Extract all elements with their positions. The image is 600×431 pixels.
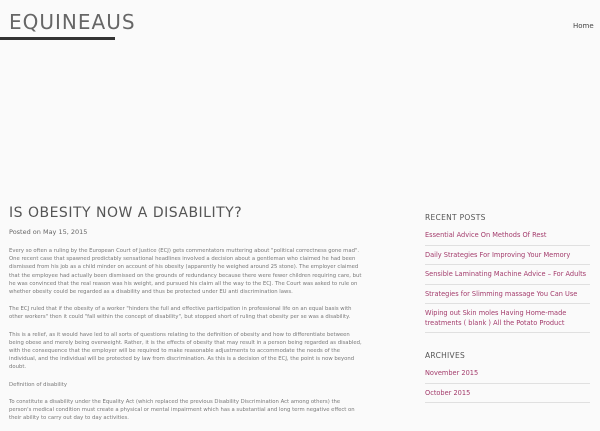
recent-posts-title: RECENT POSTS <box>425 213 486 222</box>
recent-post-link[interactable]: Essential Advice On Methods Of Rest <box>425 231 547 239</box>
list-item <box>425 389 590 404</box>
post-article <box>9 205 364 431</box>
recent-posts-widget <box>425 213 590 333</box>
sidebar <box>425 213 590 408</box>
recent-post-link[interactable]: Daily Strategies For Improving Your Memory <box>425 250 571 259</box>
post-meta <box>9 228 364 236</box>
post-title[interactable]: IS OBESITY NOW A DISABILITY? <box>9 205 243 221</box>
recent-post-link[interactable]: Wiping out Skin moles Having Home-made treatments ( blank ) All the Potato Product <box>425 309 567 327</box>
site-title[interactable]: EQUINEAUS <box>9 10 136 34</box>
title-underline <box>0 37 115 40</box>
post-content <box>9 247 364 422</box>
archive-link[interactable]: November 2015 <box>425 369 479 377</box>
post-paragraph: This is a relief, as it would have led to all sorts of questions relating to the definition of obesity and how to differentiate between being obese and merely being overweight. Rather, it is the effects of obesity that may result in a person being regarded as disabled, with the consequence that the employer will be required to make reasonable adjustments to accommodate the needs of the individual, and the individual will be protected by law from discrimination. As this is a decision of the ECJ, the point is now beyond doubt. <box>9 331 362 371</box>
post-subheading: Definition of disability <box>9 381 67 388</box>
post-paragraph: The ECJ ruled that if the obesity of a worker "hinders the full and effective participation in professional life on an equal basis with other workers" then it could "fall within the concept of disability", but stopped short of ruling that obesity per se was a disability. <box>9 306 352 321</box>
post-date-link[interactable]: May 15, 2015 <box>42 228 88 236</box>
list-item <box>425 290 590 305</box>
archives-title: ARCHIVES <box>425 351 466 360</box>
nav-home-link[interactable]: Home <box>573 22 594 30</box>
recent-post-link[interactable]: Strategies for Slimming massage You Can Use <box>425 289 578 298</box>
post-paragraph: Every so often a ruling by the European Court of Justice (ECJ) gets commentators muttering about "political correctness gone mad". One recent case that spawned predictably sensational headlines involved a decision about a gentleman who claimed he had been dismissed from his job as a child minder on account of his obesity (apparently he weighed around 25 stone). The employer claimed that the employee had actually been dismissed on the grounds of redundancy because there were fewer children requiring care, but he was convinced that the real reason was his weight, and pursued his claim all the way to the ECJ. The Court was asked to rule on whether obesity could be regarded as a disability and thus be protected under EU anti discrimination laws. <box>9 248 362 296</box>
list-item <box>425 309 590 333</box>
list-item <box>425 251 590 266</box>
recent-posts-list <box>425 231 590 333</box>
list-item <box>425 231 590 246</box>
archives-widget <box>425 351 590 403</box>
archive-link[interactable]: October 2015 <box>425 388 471 397</box>
list-item <box>425 270 590 285</box>
post-meta-prefix: Posted on <box>9 228 41 236</box>
archives-list <box>425 369 590 403</box>
list-item <box>425 369 590 384</box>
recent-post-link[interactable]: Sensible Laminating Machine Advice – For Adults <box>425 270 587 278</box>
post-paragraph: To constitute a disability under the Equality Act (which replaced the previous Disability Discrimination Act among others) the person's medical condition must create a physical or mental impairment which has a substantial and long term negative effect on their ability to carry out day to day activities. <box>9 398 355 422</box>
